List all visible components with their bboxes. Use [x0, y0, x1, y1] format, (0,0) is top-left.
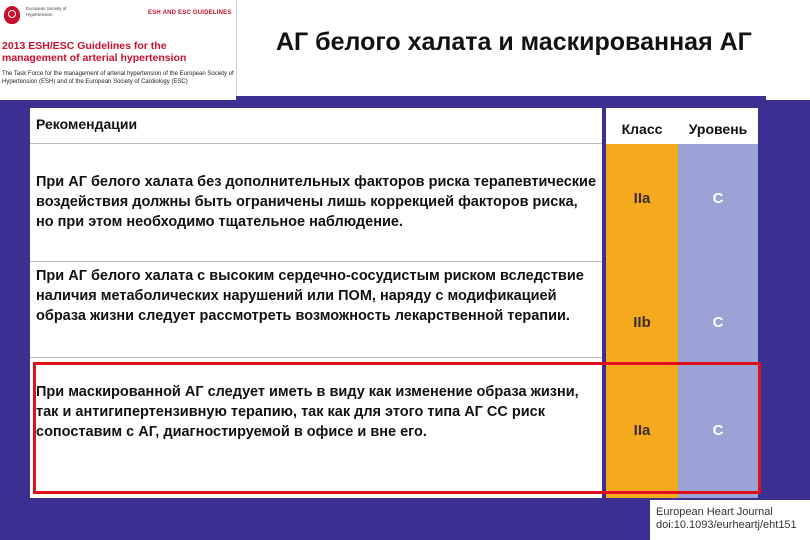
- guideline-header: [0, 0, 237, 96]
- highlight-frame: [33, 362, 761, 494]
- table-row-1-level: C: [712, 190, 724, 207]
- journal-name: European Heart Journal: [656, 506, 773, 518]
- table-row-1-class: IIa: [633, 190, 651, 207]
- journal-doi: doi:10.1093/eurheartj/eht151: [656, 519, 797, 531]
- header-recommendations: Рекомендации: [30, 108, 602, 144]
- table-row-3-text: При маскированной АГ следует иметь в виду как изменение образа жизни, так и антигипертензивную терапию, так как для этого типа АГ СС риск сопоставим с АГ, диагностируемой в офисе и вне его.: [36, 384, 579, 440]
- header-level: Уровень: [678, 108, 758, 144]
- blue-background-top: [236, 96, 766, 106]
- journal-citation: [650, 500, 810, 540]
- logo-small-text: European Society of Hypertension: [26, 6, 67, 17]
- guideline-subtitle: The Task Force for the management of arterial hypertension of the European Society of Hypertension (ESH) and of the European Society of Cardiology (ESC): [2, 71, 234, 85]
- guideline-title: 2013 ESH/ESC Guidelines for the management of arterial hypertension: [2, 40, 187, 64]
- table-row-2-text: При АГ белого халата с высоким сердечно-сосудистым риском вследствие наличия метаболических нарушений или ПОМ, наряду с модификацией образа жизни следует рассмотреть возможность лекарственной терапии.: [30, 262, 602, 358]
- table-row-1-text: При АГ белого халата без дополнительных факторов риска терапевтические воздействия должны быть ограничены лишь коррекцией факторов риска, но при этом необходимо тщательное наблюдение.: [30, 144, 602, 262]
- table-row-3-level: C: [712, 422, 724, 439]
- header-class: Класс: [606, 108, 678, 144]
- table-row-2-class: IIb: [633, 314, 651, 331]
- slide-title: АГ белого халата и маскированная АГ: [276, 28, 752, 56]
- esh-heart-logo-icon: [4, 6, 20, 24]
- table-row-3-class: IIa: [633, 422, 651, 439]
- table-row-2-level: C: [712, 314, 724, 331]
- esh-label: ESH AND ESC GUIDELINES: [148, 10, 232, 16]
